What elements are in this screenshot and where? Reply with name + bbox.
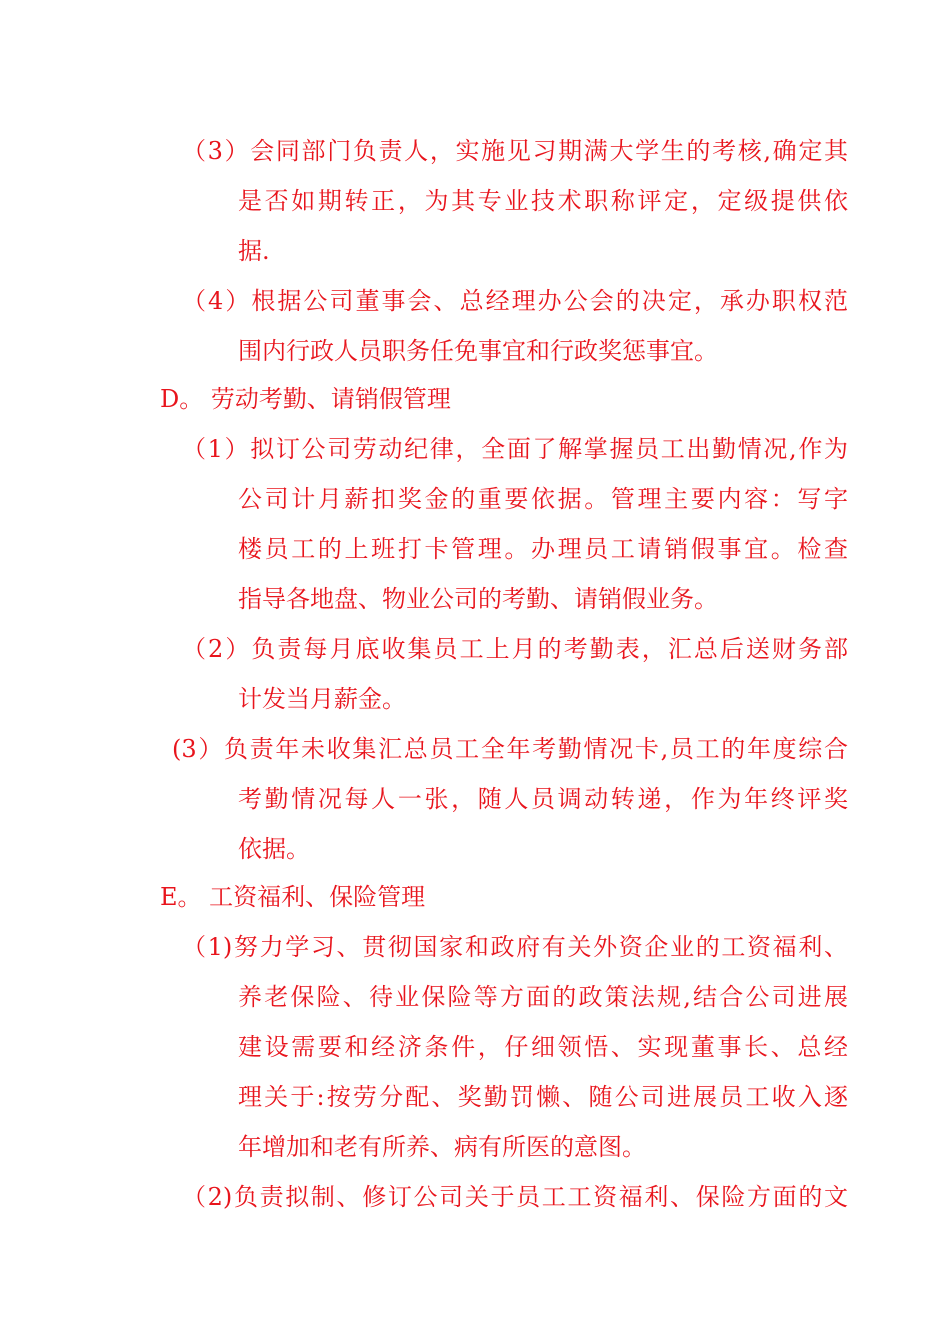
- text-line: （3）会同部门负责人，实施见习期满大学生的考核,确定其: [182, 137, 848, 165]
- text-line: （2）负责每月底收集员工上月的考勤表，汇总后送财务部: [182, 635, 848, 663]
- text-line: 建设需要和经济条件，仔细领悟、实现董事长、总经: [238, 1033, 848, 1061]
- section-heading-d: D。 劳动考勤、请销假管理: [160, 385, 451, 413]
- text-line: 养老保险、待业保险等方面的政策法规,结合公司进展: [238, 983, 848, 1011]
- text-line: （4）根据公司董事会、总经理办公会的决定，承办职权范: [182, 287, 848, 315]
- text-line: 考勤情况每人一张，随人员调动转递，作为年终评奖: [238, 785, 848, 813]
- text-line: 计发当月薪金。: [238, 685, 406, 713]
- text-line: （1）拟订公司劳动纪律，全面了解掌握员工出勤情况,作为: [182, 435, 848, 463]
- text-line: 围内行政人员职务任免事宜和行政奖惩事宜。: [238, 337, 718, 365]
- text-line: 公司计月薪扣奖金的重要依据。管理主要内容：写字: [238, 485, 848, 513]
- text-line: 楼员工的上班打卡管理。办理员工请销假事宜。检查: [238, 535, 848, 563]
- text-line: 依据。: [238, 835, 310, 863]
- text-line: 年增加和老有所养、病有所医的意图。: [238, 1133, 646, 1161]
- text-line: 指导各地盘、物业公司的考勤、请销假业务。: [238, 585, 718, 613]
- text-line: （1)努力学习、贯彻国家和政府有关外资企业的工资福利、: [182, 933, 848, 961]
- text-line: 据.: [238, 237, 270, 265]
- text-line: 理关于:按劳分配、奖勤罚懒、随公司进展员工收入逐: [238, 1083, 848, 1111]
- text-line: 是否如期转正，为其专业技术职称评定，定级提供依: [238, 187, 848, 215]
- text-line: (3）负责年未收集汇总员工全年考勤情况卡,员工的年度综合: [172, 735, 848, 763]
- text-line: （2)负责拟制、修订公司关于员工工资福利、保险方面的文: [182, 1183, 848, 1211]
- section-heading-e: E。 工资福利、保险管理: [160, 883, 426, 911]
